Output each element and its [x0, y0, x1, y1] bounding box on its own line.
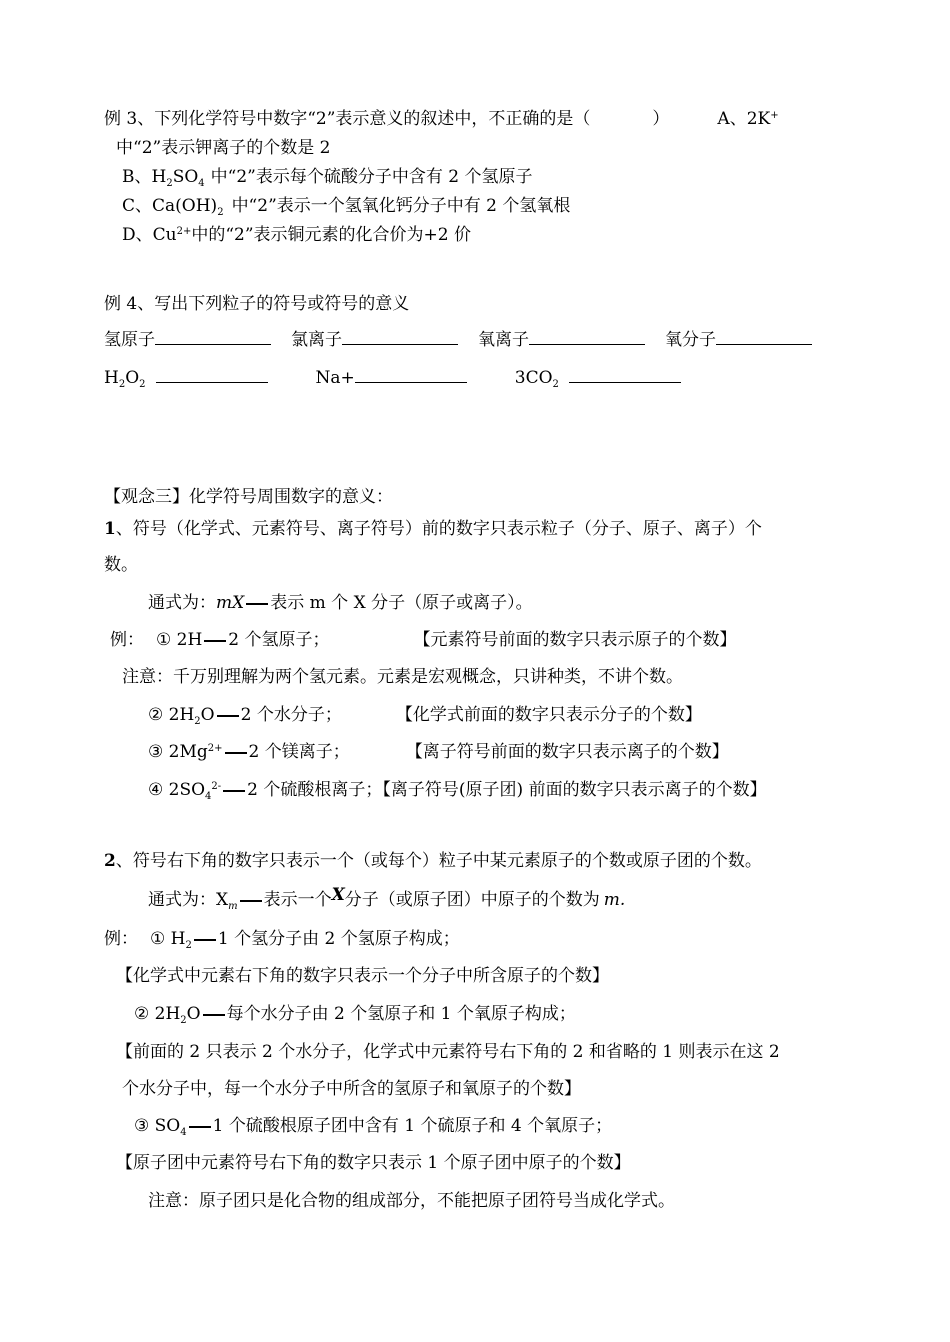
notice1-line	[122, 666, 683, 688]
dash	[240, 900, 262, 902]
ex3-option-b-text: 中“2”表示每个硫酸分子中含有 2 个氢原子	[210, 167, 533, 187]
example-4-line	[148, 779, 767, 801]
ex1-meaning: 2 个氢原子；	[228, 630, 330, 650]
formula2-mid: 表示一个	[263, 890, 332, 910]
notice1-text: 注意：千万别理解为两个氢元素。元素是宏观概念，只讲种类，不讲个数。	[122, 667, 683, 687]
ex3-option-d	[122, 224, 471, 246]
e3-line	[134, 1115, 612, 1137]
dash	[223, 790, 245, 792]
ex3-option-d-pre: D、Cu	[122, 225, 177, 245]
ex3-option-d-sup: 2+	[176, 226, 192, 237]
formula1-line	[148, 592, 533, 614]
ex4-co2-sub: 2	[552, 379, 559, 390]
concept3-p2	[104, 850, 762, 872]
ex4-co2: 3CO	[514, 368, 553, 388]
formula1-var: mX	[216, 593, 245, 613]
e2-note1: 【前面的 2 只表示 2 个水分子，化学式中元素符号右下角的 2 和省略的 1 则表示在这 2	[116, 1042, 780, 1062]
example-2-line	[148, 704, 702, 726]
ex4-h2o2-h: H	[104, 368, 119, 388]
e1-note: 【化学式中元素右下角的数字只表示一个分子中所含原子的个数】	[116, 966, 609, 986]
ex2-meaning: 2 个水分子；	[240, 705, 342, 725]
e2-note2: 个水分子中，每一个水分子中所含的氢原子和氧原子的个数】	[122, 1079, 581, 1099]
example-3-line	[148, 741, 729, 763]
answer-blank[interactable]	[156, 366, 268, 383]
ex3-option-d-text: 中的“2”表示铜元素的化合价为+2 价	[191, 225, 472, 245]
ex4-symbol: ④ 2SO	[148, 780, 206, 800]
ex3-option-c-text: 中“2”表示一个氢氧化钙分子中有 2 个氢氧根	[231, 196, 571, 216]
formula2-pre: 通式为：	[148, 890, 216, 910]
formula2-sub: m	[228, 901, 238, 912]
ex4-row1	[104, 328, 812, 351]
ex4-h2o2-o: O	[125, 368, 140, 388]
ex3-meaning: 2 个镁离子；	[248, 742, 350, 762]
e1-symbol: ① H	[150, 929, 186, 949]
ex2-symbol-a: ② 2H	[148, 705, 195, 725]
ex4-note: 【离子符号(原子团) 前面的数字只表示离子的个数】	[382, 780, 767, 800]
e3-symbol: ③ SO	[134, 1116, 181, 1136]
answer-blank[interactable]	[716, 328, 812, 345]
ex3-option-a-text: 中“2”表示钾离子的个数是 2	[116, 138, 331, 158]
p1-text2: 数。	[104, 555, 138, 575]
answer-blank[interactable]	[155, 328, 271, 345]
formula2-line	[148, 885, 626, 912]
notice2-line	[148, 1190, 675, 1212]
dash	[204, 640, 226, 642]
e3-meaning: 1 个硫酸根原子团中含有 1 个硫原子和 4 个氧原子；	[212, 1116, 613, 1136]
e2-line	[134, 1003, 576, 1025]
example-1-line	[110, 629, 737, 651]
ex4-item-oxygen-molecule: 氧分子	[665, 330, 716, 350]
ex2-symbol-b: O	[200, 705, 215, 725]
ex3-option-b	[122, 166, 533, 188]
ex3-option-b-pre: B、H	[122, 167, 167, 187]
ex3-option-b-sub2: 4	[198, 178, 205, 189]
ex4-sub: 4	[205, 791, 212, 802]
p2-text: 、符号右下角的数字只表示一个（或每个）粒子中某元素原子的个数或原子团的个数。	[115, 851, 762, 871]
ex3-option-b-sub1: 2	[166, 178, 173, 189]
e1-line	[104, 928, 460, 950]
formula2-m: m.	[603, 890, 626, 910]
e3-note: 【原子团中元素符号右下角的数字只表示 1 个原子团中原子的个数】	[116, 1153, 631, 1173]
example-label-2: 例：	[104, 929, 138, 949]
ex4-sodium-ion: Na+	[315, 368, 355, 388]
formula1-pre: 通式为：	[148, 593, 216, 613]
e2-sub: 2	[180, 1015, 187, 1026]
ex4-item-oxide-ion: 氧离子	[478, 330, 529, 350]
dash	[194, 939, 216, 941]
ex3-option-c-pre: C、Ca(OH)	[122, 196, 218, 216]
ex3-option-a-label: A、2K	[717, 109, 771, 129]
ex4-item-hydrogen-atom: 氢原子	[104, 330, 155, 350]
formula2-x: X	[331, 885, 345, 905]
ex3-option-c-sub: 2	[217, 207, 224, 218]
p2-number: 2	[104, 851, 116, 871]
dash	[203, 1014, 225, 1016]
dash	[246, 603, 268, 605]
e3-note-line	[116, 1152, 631, 1174]
formula2-var: X	[216, 890, 229, 910]
e2-note-line1	[116, 1041, 780, 1063]
answer-blank[interactable]	[529, 328, 645, 345]
ex3-stem: 例 3、下列化学符号中数字“2”表示意义的叙述中，不正确的是（	[104, 109, 591, 129]
ex2-sub: 2	[194, 716, 201, 727]
e2-note-line2	[122, 1078, 581, 1100]
ex4-stem-text: 例 4、写出下列粒子的符号或符号的意义	[104, 294, 410, 314]
ex3-sup: 2+	[207, 743, 223, 754]
ex3-note: 【离子符号前面的数字只表示离子的个数】	[405, 742, 729, 762]
concept3-heading	[104, 486, 393, 508]
e1-note-line	[116, 965, 609, 987]
ex3-stem-line	[104, 108, 779, 130]
ex4-h2o2-sub1: 2	[118, 379, 126, 390]
ex4-h2o2-sub2: 2	[139, 379, 146, 390]
notice2-text: 注意：原子团只是化合物的组成部分，不能把原子团符号当成化学式。	[148, 1191, 675, 1211]
ex4-row2	[104, 366, 681, 389]
ex3-option-b-mid: SO	[172, 167, 199, 187]
dash	[189, 1126, 211, 1128]
answer-blank[interactable]	[355, 366, 467, 383]
ex3-stem-close: ）	[652, 109, 670, 129]
e2-symbol-a: ② 2H	[134, 1004, 181, 1024]
e3-sub: 4	[180, 1127, 187, 1138]
p1-number: 1	[104, 519, 116, 539]
e1-sub: 2	[185, 940, 192, 951]
ex1-note: 【元素符号前面的数字只表示原子的个数】	[413, 630, 737, 650]
ex3-option-a-sup: +	[770, 110, 779, 121]
ex4-item-chloride-ion: 氯离子	[291, 330, 342, 350]
answer-blank[interactable]	[342, 328, 458, 345]
ex3-symbol: ③ 2Mg	[148, 742, 208, 762]
ex4-meaning: 2 个硫酸根离子；	[247, 780, 383, 800]
example-label: 例：	[110, 630, 144, 650]
formula2-post: 分子（或原子团）中原子的个数为	[344, 890, 600, 910]
concept3-p1-cont	[104, 554, 138, 576]
p1-text: 、符号（化学式、元素符号、离子符号）前的数字只表示粒子（分子、原子、离子）个	[115, 519, 762, 539]
e2-meaning: 每个水分子由 2 个氢原子和 1 个氧原子构成；	[226, 1004, 576, 1024]
ex4-sup: 2-	[211, 781, 222, 792]
concept3-heading-text: 【观念三】化学符号周围数字的意义：	[104, 487, 393, 507]
ex2-note: 【化学式前面的数字只表示分子的个数】	[395, 705, 702, 725]
answer-blank[interactable]	[569, 366, 681, 383]
e2-symbol-b: O	[186, 1004, 201, 1024]
concept3-p1	[104, 518, 762, 540]
dash	[225, 752, 247, 754]
ex3-option-a-line	[116, 137, 330, 159]
e1-meaning: 1 个氢分子由 2 个氢原子构成；	[217, 929, 460, 949]
ex3-option-c	[122, 195, 570, 217]
ex4-stem	[104, 293, 409, 315]
dash	[217, 715, 239, 717]
formula1-post: 表示 m 个 X 分子（原子或离子）。	[270, 593, 533, 613]
ex1-symbol: ① 2H	[156, 630, 203, 650]
